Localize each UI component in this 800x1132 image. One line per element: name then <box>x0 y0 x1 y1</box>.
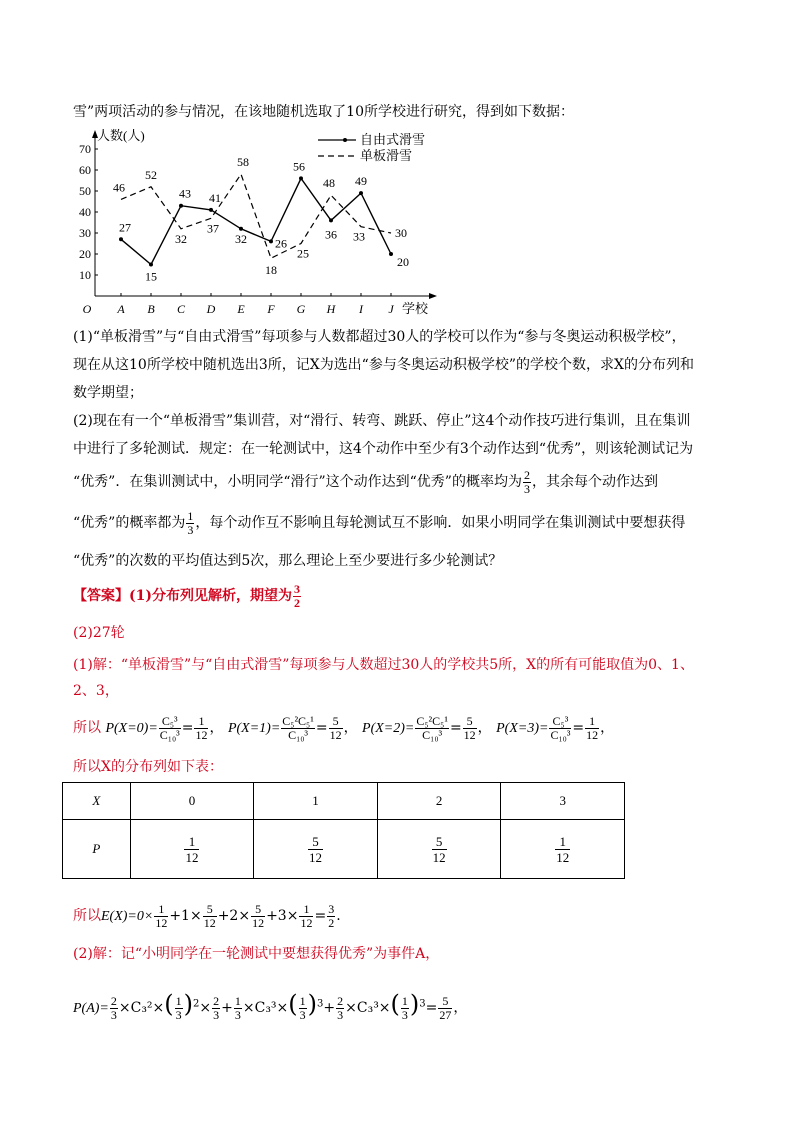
x-tick-label: B <box>147 302 155 316</box>
expect-frac <box>299 903 313 930</box>
pa-end: ， <box>453 1000 468 1016</box>
table-header-cell: 2 <box>377 783 501 820</box>
x-tick-label: D <box>206 302 216 316</box>
pa-op: + <box>221 1000 233 1016</box>
data-label-snowboard: 30 <box>395 226 407 240</box>
data-label-snowboard: 33 <box>353 229 365 244</box>
series-line-snowboard <box>121 174 391 258</box>
pa-op: ×C₃²× <box>118 1000 165 1016</box>
frac-den: 3 <box>110 1007 117 1022</box>
expect-frac <box>251 903 265 930</box>
data-label-snowboard: 32 <box>175 231 187 246</box>
frac-num: 2 <box>213 993 220 1008</box>
data-label-freestyle: 56 <box>293 159 305 174</box>
legend-label-snowboard: 单板滑雪 <box>360 148 413 163</box>
data-point-freestyle <box>269 239 273 243</box>
sol2-line1: (2)解：记“小明同学在一轮测试中要想获得优秀”为事件A， <box>73 946 440 962</box>
equals: = <box>181 720 194 736</box>
data-label-freestyle: 27 <box>119 220 131 235</box>
y-tick-label: 20 <box>79 247 91 261</box>
frac-num: 1 <box>299 903 313 917</box>
cell-frac <box>184 834 199 865</box>
frac-den: 3 <box>175 1007 182 1022</box>
table-cell <box>377 820 501 879</box>
pa-frac <box>234 995 242 1022</box>
series-line-freestyle <box>121 178 391 264</box>
expectation-line <box>73 896 341 937</box>
frac-den: 12 <box>300 915 313 930</box>
q1-line1: (1)“单板滑雪”与“自由式滑雪”每项参与人数都超过30人的学校可以作为“参与冬奥运动积极学校”， <box>73 329 686 345</box>
expect-op: +2× <box>217 908 251 924</box>
legend-label-freestyle: 自由式滑雪 <box>360 132 426 147</box>
data-point-freestyle <box>179 204 183 208</box>
y-axis-title: 人数(人) <box>97 128 145 143</box>
p3-result <box>585 715 599 742</box>
frac-den: 12 <box>556 849 570 865</box>
data-point-freestyle <box>149 263 153 267</box>
y-tick-label: 70 <box>79 142 91 156</box>
frac-num: 5 <box>432 834 447 850</box>
answer-a1: (1)分布列见解析，期望为 <box>129 588 292 604</box>
x-axis-title: 学校 <box>401 301 429 316</box>
frac-den: 3 <box>337 1007 344 1022</box>
data-label-snowboard: 58 <box>237 155 249 170</box>
data-point-freestyle <box>209 208 213 212</box>
p3-label: P(X=3)= <box>496 721 549 736</box>
fraction-two-thirds <box>523 469 531 496</box>
frac-num: 5 <box>438 995 452 1009</box>
pa-frac <box>299 995 307 1022</box>
expect-prefix: 所以 <box>73 908 101 924</box>
p0-frac <box>159 715 181 742</box>
q1-line2: 现在从这10所学校中随机选出3所，记X为选出“参与冬奥运动积极学校”的学校个数，求X的分布列和 <box>73 357 694 373</box>
paren-open: ( <box>390 990 400 1018</box>
data-label-freestyle: 32 <box>235 231 247 246</box>
frac-den: 12 <box>432 849 446 865</box>
expect-op: +1× <box>169 908 202 924</box>
table-header-x: X <box>63 783 131 820</box>
expect-label: E(X)=0× <box>101 909 154 924</box>
p2-result <box>463 715 477 742</box>
p0-label: P(X=0)= <box>105 721 158 736</box>
fraction-answer <box>293 583 301 610</box>
cell-frac <box>432 834 447 865</box>
p2-frac <box>415 715 449 742</box>
exponent: 3 <box>419 998 426 1010</box>
y-tick-label: 50 <box>79 184 91 198</box>
sol1-line1: (1)解：“单板滑雪”与“自由式滑雪”每项参与人数超过30人的学校共5所，X的所有可能取值为0、1、 <box>73 657 694 673</box>
sol2-prob-line <box>73 982 467 1031</box>
frac-num: 1 <box>234 993 241 1008</box>
answer-line1 <box>73 578 302 614</box>
table-cell <box>130 820 254 879</box>
q2-line1: (2)现在有一个“单板滑雪”集训营，对“滑行、转弯、跳跃、停止”这4个动作技巧进行集训，且在集训 <box>73 413 691 429</box>
distribution-table <box>62 782 625 879</box>
data-point-freestyle <box>389 252 393 256</box>
y-tick-label: 30 <box>79 226 91 240</box>
q2-line2: 中进行了多轮测试．规定：在一轮测试中，这4个动作中至少有3个动作达到“优秀”，则该轮测试记为 <box>73 441 694 457</box>
data-point-freestyle <box>119 237 123 241</box>
pa-label: P(A)= <box>73 1001 109 1016</box>
data-label-snowboard: 18 <box>265 263 277 278</box>
frac-den: 12 <box>309 849 323 865</box>
frac-den: 12 <box>463 727 476 742</box>
q2-line4 <box>73 505 685 541</box>
answer-tag: 【答案】 <box>73 588 129 604</box>
line-chart <box>70 126 450 322</box>
frac-num: 3 <box>294 581 300 596</box>
table-row-p: P <box>63 820 131 879</box>
frac-den: 12 <box>252 915 265 930</box>
table-row <box>63 783 625 820</box>
frac-num: 1 <box>154 903 168 917</box>
frac-den: 12 <box>329 727 342 742</box>
pa-op: × <box>199 1000 212 1016</box>
x-tick-label: A <box>117 302 125 316</box>
frac-num: 5 <box>308 834 323 850</box>
paren-close: ) <box>183 990 194 1018</box>
q2-line3b: ，其余每个动作达到 <box>531 474 658 490</box>
chart-root <box>79 128 437 316</box>
frac-num: C₅²C₅¹ <box>282 713 314 728</box>
frac-den: 2 <box>328 915 335 930</box>
p1-frac <box>281 715 315 742</box>
exponent: 2 <box>193 998 200 1010</box>
pa-op: ×C₃³× <box>345 1000 391 1016</box>
paren-open: ( <box>164 990 174 1018</box>
q2-line3 <box>73 464 658 500</box>
data-label-freestyle: 41 <box>209 190 221 205</box>
pa-frac <box>401 995 409 1022</box>
expect-op: +3× <box>266 908 299 924</box>
frac-den: 27 <box>439 1007 452 1022</box>
frac-num: 5 <box>329 715 343 729</box>
table-cell <box>501 820 625 879</box>
frac-num: 2 <box>110 993 117 1008</box>
frac-num: 1 <box>187 508 194 523</box>
data-label-freestyle: 26 <box>275 236 287 251</box>
sol1-prefix: 所以 <box>73 720 101 736</box>
data-label-freestyle: 20 <box>397 255 409 269</box>
frac-den: 3 <box>234 1007 241 1022</box>
table-cell <box>254 820 378 879</box>
p1-label: P(X=1)= <box>227 721 281 736</box>
pa-op: + <box>323 1000 336 1016</box>
frac-den: 12 <box>195 727 208 742</box>
data-label-snowboard: 46 <box>113 180 125 195</box>
answer-a2: (2)27轮 <box>73 625 125 641</box>
frac-den: 3 <box>213 1007 220 1022</box>
q2-line4a: “优秀”的概率都为 <box>73 515 186 531</box>
frac-num: 1 <box>184 834 199 850</box>
p3-frac <box>549 715 571 742</box>
frac-den: C₁₀³ <box>288 727 309 742</box>
frac-den: 12 <box>155 915 168 930</box>
cell-frac <box>308 834 323 865</box>
frac-num: C₅²C₅¹ <box>416 713 448 728</box>
pa-frac <box>336 995 344 1022</box>
data-point-freestyle <box>329 218 333 222</box>
data-label-snowboard: 52 <box>145 167 157 182</box>
frac-den: C₁₀³ <box>159 727 180 742</box>
y-tick-label: 10 <box>79 268 91 282</box>
q2-line5: “优秀”的次数的平均值达到5次，那么理论上至少要进行多少轮测试？ <box>73 553 503 569</box>
frac-num: 1 <box>401 993 408 1008</box>
frac-den: 12 <box>203 915 216 930</box>
expect-end: . <box>336 908 341 924</box>
frac-den: 3 <box>523 481 530 496</box>
frac-den: 12 <box>586 727 599 742</box>
data-label-freestyle: 43 <box>179 186 191 201</box>
frac-den: C₁₀³ <box>422 727 443 742</box>
table-header-cell: 1 <box>254 783 378 820</box>
data-label-snowboard: 25 <box>297 246 309 261</box>
table-header-cell: 3 <box>501 783 625 820</box>
frac-num: 2 <box>523 467 530 482</box>
sol1-prob-line: 所以 P(X=0)= $\frac{\text{C₅³}}{\text{C₁₀³}}$ = $\frac{1}{12}$ ， P(X=1)= $\frac{\text{C₅²C₅¹}}{\text{C₁₀³}}$ = $\frac{5}{12}$ ， P(X=2)= $\frac{\text{C₅²C₅¹}}{\text{C₁₀³}}$ = $\frac{5}{12}$ ， P(X=3)= $\frac{\text{C₅³}}{\text{C₁₀³}}$ = $\frac{1}{12}$ ， <box>73 713 615 742</box>
frac-num: 1 <box>175 993 182 1008</box>
frac-num: C₅³ <box>549 715 571 729</box>
fraction-one-third <box>186 510 194 537</box>
paren-open: ( <box>288 990 298 1018</box>
frac-num: 2 <box>337 993 344 1008</box>
y-tick-label: 60 <box>79 163 91 177</box>
table-header-cell: 0 <box>130 783 254 820</box>
cell-frac <box>555 834 570 865</box>
p1-result <box>329 715 343 742</box>
intro-text: 雪”两项活动的参与情况，在该地随机选取了10所学校进行研究，得到如下数据： <box>73 104 574 120</box>
p2-label: P(X=2)= <box>362 721 415 736</box>
x-tick-label: C <box>176 302 186 316</box>
pa-frac <box>110 995 118 1022</box>
frac-den: C₁₀³ <box>550 727 571 742</box>
q2-line4b: ，每个动作互不影响且每轮测试互不影响．如果小明同学在集训测试中要想获得 <box>195 515 686 531</box>
pa-op: = <box>425 1000 438 1016</box>
frac-num: 1 <box>299 993 306 1008</box>
data-label-freestyle: 36 <box>325 227 337 242</box>
frac-num: 5 <box>463 715 477 729</box>
pa-result <box>438 995 452 1022</box>
x-tick-label: J <box>388 302 394 316</box>
q2-line3a: “优秀”．在集训测试中，小明同学“滑行”这个动作达到“优秀”的概率均为 <box>73 474 522 490</box>
frac-num: 1 <box>585 715 599 729</box>
data-label-snowboard: 37 <box>207 221 219 236</box>
p0-result <box>194 715 208 742</box>
x-tick-label: G <box>296 302 306 316</box>
frac-num: 1 <box>194 715 208 729</box>
paren-close: ) <box>307 990 318 1018</box>
sol1-dist-intro: 所以X的分布列如下表： <box>73 759 223 775</box>
frac-den: 3 <box>187 522 194 537</box>
frac-den: 3 <box>299 1007 306 1022</box>
x-tick-label: I <box>359 302 363 316</box>
y-tick-label: 40 <box>79 205 91 219</box>
pa-frac <box>212 995 220 1022</box>
frac-den: 12 <box>185 849 199 865</box>
frac-den: 3 <box>401 1007 408 1022</box>
data-label-freestyle: 15 <box>145 269 157 284</box>
data-label-freestyle: 49 <box>355 174 367 189</box>
expect-frac <box>203 903 217 930</box>
data-point-freestyle <box>239 227 243 231</box>
exponent: 3 <box>317 998 324 1010</box>
pa-op: ×C₃³× <box>242 1000 289 1016</box>
x-axis-arrow <box>429 293 437 299</box>
data-point-freestyle <box>359 191 363 195</box>
pa-frac <box>175 995 183 1022</box>
frac-num: 3 <box>328 901 335 916</box>
x-tick-label: E <box>237 302 245 316</box>
frac-num: 5 <box>203 903 217 917</box>
expect-result <box>327 903 335 930</box>
q1-line3: 数学期望； <box>73 385 143 401</box>
sol1-line2: 2、3， <box>73 683 119 699</box>
data-point-freestyle <box>299 176 303 180</box>
paren-close: ) <box>409 990 420 1018</box>
data-label-snowboard: 48 <box>323 176 335 191</box>
table-row <box>63 820 625 879</box>
frac-den: 2 <box>294 595 300 610</box>
expect-op: = <box>314 908 327 924</box>
expect-frac <box>154 903 168 930</box>
origin-label: O <box>82 302 92 316</box>
frac-num: 1 <box>555 834 570 850</box>
x-tick-label: H <box>326 302 336 316</box>
frac-num: C₅³ <box>159 715 181 729</box>
x-tick-label: F <box>267 302 275 316</box>
frac-num: 5 <box>251 903 265 917</box>
legend-marker-freestyle <box>343 138 347 142</box>
